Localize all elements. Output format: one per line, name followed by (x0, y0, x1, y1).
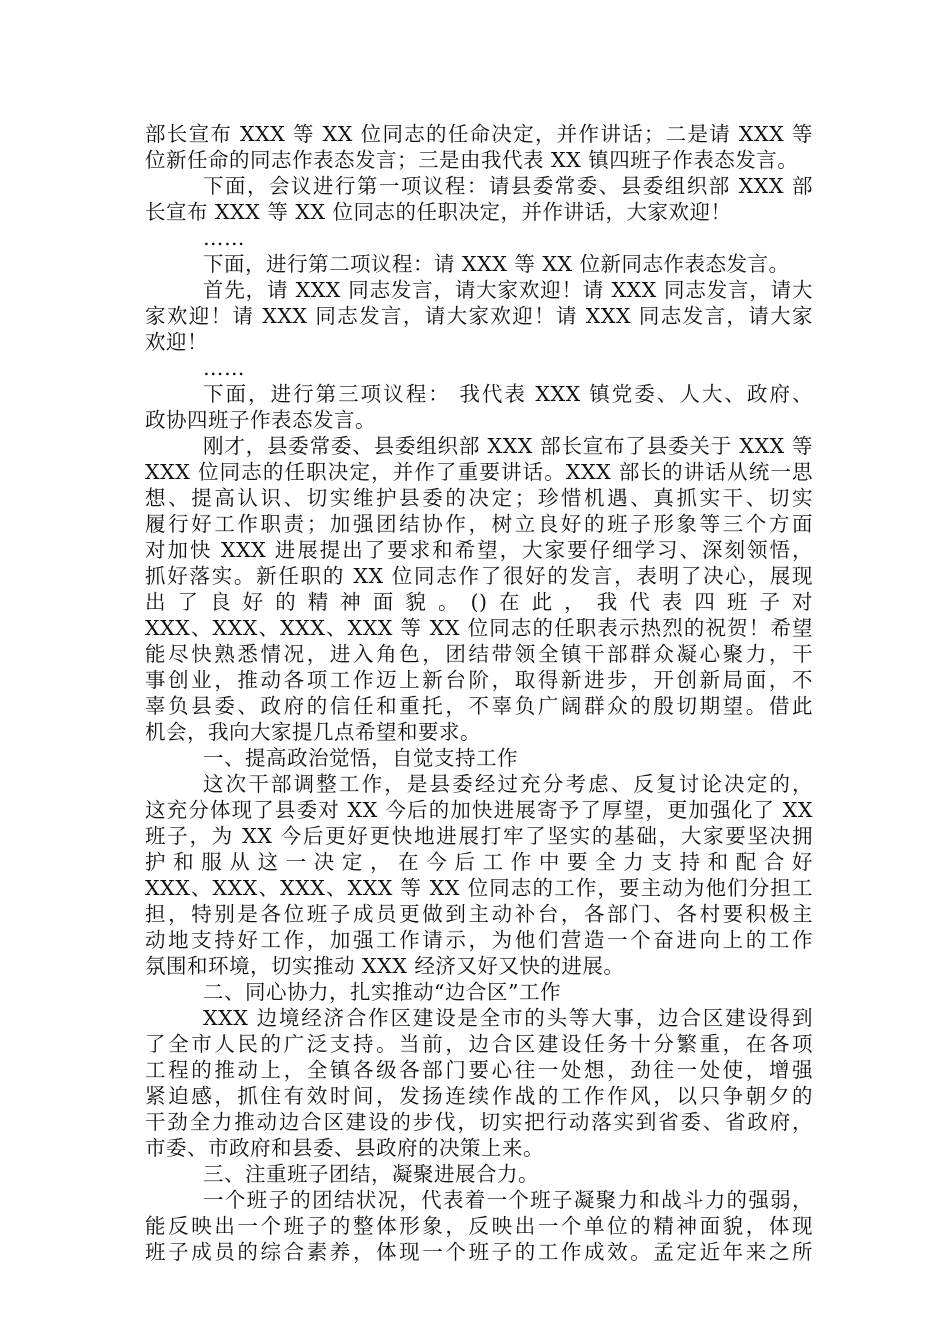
text-line: XXX 位同志的任职决定，并作了重要讲话。XXX 部长的讲话从统一思 (145, 460, 813, 484)
text-line: 紧迫感，抓住有效时间，发扬连续作战的工作作风，以只争朝夕的 (145, 1084, 813, 1108)
text-line: 家欢迎！请 XXX 同志发言，请大家欢迎！请 XXX 同志发言，请大家 (145, 304, 813, 328)
text-line: 下面，会议进行第一项议程：请县委常委、县委组织部 XXX 部 (203, 174, 813, 198)
text-line: XXX 边境经济合作区建设是全市的头等大事，边合区建设得到 (203, 1006, 813, 1030)
text-line: 能反映出一个班子的整体形象，反映出一个单位的精神面貌，体现 (145, 1214, 813, 1238)
text-line: 干劲全力推动边合区建设的步伐，切实把行动落实到省委、省政府， (145, 1110, 813, 1134)
text-line: 事创业，推动各项工作迈上新台阶，取得新进步，开创新局面，不 (145, 668, 813, 692)
text-line: 市委、市政府和县委、县政府的决策上来。 (145, 1136, 544, 1160)
text-line: 工程的推动上，全镇各级各部门要心往一处想，劲往一处使，增强 (145, 1058, 813, 1082)
text-line: 位新任命的同志作表态发言；三是由我代表 XX 镇四班子作表态发言。 (145, 148, 799, 172)
text-line: 一、提高政治觉悟，自觉支持工作 (203, 746, 518, 770)
text-line: 三、注重班子团结，凝聚进展合力。 (203, 1162, 539, 1186)
text-line: 动地支持好工作，加强工作请示，为他们营造一个奋进向上的工作 (145, 928, 813, 952)
text-line: XXX、XXX、XXX、XXX 等 XX 位同志的任职表示热烈的祝贺！希望 (145, 616, 813, 640)
text-line: 长宣布 XXX 等 XX 位同志的任职决定，并作讲话，大家欢迎！ (145, 200, 732, 224)
text-line: 辜负县委、政府的信任和重托，不辜负广阔群众的殷切期望。借此 (145, 694, 813, 718)
text-line: 这充分体现了县委对 XX 今后的加快进展寄予了厚望，更加强化了 XX (145, 798, 813, 822)
text-line: 氛围和环境，切实推动 XXX 经济又好又快的进展。 (145, 954, 625, 978)
text-line: 首先，请 XXX 同志发言，请大家欢迎！请 XXX 同志发言，请大 (203, 278, 813, 302)
text-line: 想、提高认识、切实维护县委的决定；珍惜机遇、真抓实干、切实 (145, 486, 813, 510)
text-line: 了全市人民的广泛支持。当前，边合区建设任务十分繁重，在各项 (145, 1032, 813, 1056)
text-line: 抓好落实。新任职的 XX 位同志作了很好的发言，表明了决心，展现 (145, 564, 813, 588)
text-line: 政协四班子作表态发言。 (145, 408, 376, 432)
text-line: 护和服从这一决定，在今后工作中要全力支持和配合好 (145, 850, 813, 874)
text-line: 这次干部调整工作，是县委经过充分考虑、反复讨论决定的， (203, 772, 813, 796)
text-line: 二、同心协力，扎实推动“边合区”工作 (203, 980, 561, 1004)
text-line: 欢迎！ (145, 330, 208, 354)
text-line: …… (203, 356, 245, 380)
text-line: 机会，我向大家提几点希望和要求。 (145, 720, 481, 744)
text-line: 履行好工作职责；加强团结协作，树立良好的班子形象等三个方面 (145, 512, 813, 536)
text-line: …… (203, 226, 245, 250)
text-line: 班子，为 XX 今后更好更快地进展打牢了坚实的基础，大家要坚决拥 (145, 824, 813, 848)
text-line: 部长宣布 XXX 等 XX 位同志的任命决定，并作讲话；二是请 XXX 等 (145, 122, 813, 146)
text-line: 下面，进行第三项议程： 我代表 XXX 镇党委、人大、政府、 (203, 382, 813, 406)
text-line: 一个班子的团结状况，代表着一个班子凝聚力和战斗力的强弱， (203, 1188, 813, 1212)
document-body (145, 121, 813, 1265)
text-line: 刚才，县委常委、县委组织部 XXX 部长宣布了县委关于 XXX 等 (203, 434, 813, 458)
text-line: 对加快 XXX 进展提出了要求和希望，大家要仔细学习、深刻领悟， (145, 538, 813, 562)
text-line: 能尽快熟悉情况，进入角色，团结带领全镇干部群众凝心聚力，干 (145, 642, 813, 666)
text-line: 担，特别是各位班子成员更做到主动补台，各部门、各村要积极主 (145, 902, 813, 926)
text-line: 下面，进行第二项议程：请 XXX 等 XX 位新同志作表态发言。 (203, 252, 790, 276)
text-line: 出了良好的精神面貌。()在此，我代表四班子对 (145, 590, 813, 614)
text-line: 班子成员的综合素养，体现一个班子的工作成效。孟定近年来之所 (145, 1240, 813, 1264)
text-line: XXX、XXX、XXX、XXX 等 XX 位同志的工作，要主动为他们分担工 (145, 876, 813, 900)
